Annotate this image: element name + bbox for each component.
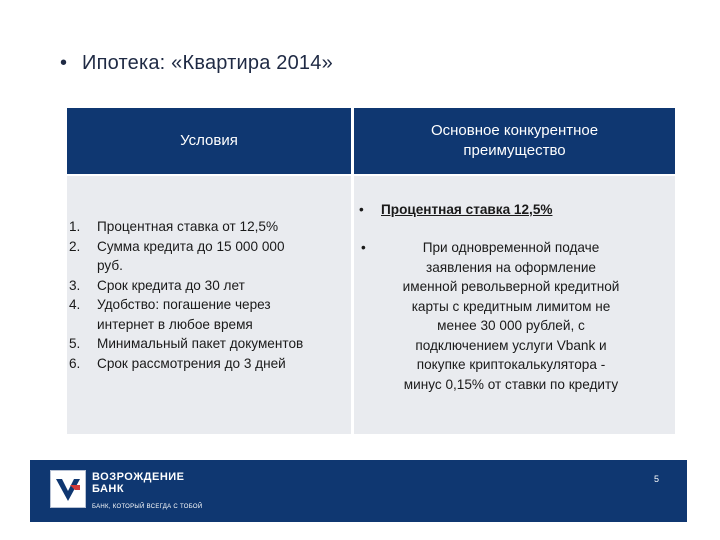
bank-slogan: БАНК, КОТОРЫЙ ВСЕГДА С ТОБОЙ [92, 504, 203, 510]
title-text: Ипотека: «Квартира 2014» [82, 52, 333, 74]
condition-number: 5. [69, 336, 81, 351]
advantage-discount-line: При одновременной подаче [422, 240, 600, 255]
conditions-table [67, 108, 675, 434]
condition-item [69, 217, 303, 237]
condition-item [69, 354, 303, 374]
advantage-discount-line: менее 30 000 рублей, с [437, 318, 585, 333]
condition-text: руб. [97, 258, 123, 273]
condition-text: Сумма кредита до 15 000 000 [97, 238, 285, 254]
condition-text: Процентная ставка от 12,5% [97, 219, 279, 234]
title-bullet: • [60, 52, 68, 74]
header-advantage-line1: Основное конкурентное [430, 122, 599, 139]
advantage-discount-line: минус 0,15% от ставки по кредиту [403, 376, 619, 392]
condition-item [69, 295, 303, 334]
header-advantage [354, 108, 675, 174]
advantage-discount-line: подключением услуги Vbank и [415, 337, 607, 353]
bank-logo-mark-icon [51, 471, 85, 507]
page-number: 5 [653, 474, 659, 484]
condition-number: 6. [69, 355, 81, 371]
advantage-rate [359, 200, 553, 220]
slide-title [60, 52, 333, 75]
bank-logo-icon [50, 470, 86, 508]
bank-brand-line2: БАНК [92, 483, 125, 495]
condition-text: Срок кредита до 30 лет [97, 277, 245, 293]
advantage-bullet: • [359, 202, 364, 217]
header-conditions [67, 108, 351, 174]
condition-text: Удобство: погашение через [97, 297, 271, 312]
condition-number: 4. [69, 297, 81, 312]
footer-bar [30, 460, 687, 522]
bank-brand-name [92, 471, 185, 495]
condition-number: 3. [69, 277, 81, 293]
header-conditions-label: Условия [180, 132, 238, 149]
condition-item [69, 237, 303, 276]
condition-number: 2. [69, 238, 81, 254]
advantage-discount-line: покупке криптокалькулятора - [416, 357, 606, 372]
condition-text: интернет в любое время [97, 316, 253, 332]
condition-text: Минимальный пакет документов [97, 336, 304, 351]
condition-item [69, 276, 303, 296]
conditions-cell [67, 176, 351, 434]
advantage-discount [363, 238, 659, 394]
condition-text: Срок рассмотрения до 3 дней [97, 355, 286, 371]
conditions-list [69, 217, 303, 373]
advantage-rate-text: Процентная ставка 12,5% [381, 202, 553, 217]
condition-item [69, 334, 303, 354]
advantage-discount-line: заявления на оформление [425, 259, 596, 275]
advantage-discount-line: карты с кредитным лимитом не [411, 298, 611, 314]
header-advantage-line2: преимущество [463, 142, 566, 159]
condition-number: 1. [69, 219, 81, 234]
advantage-bullet: • [361, 240, 366, 255]
bank-brand-line1: ВОЗРОЖДЕНИЕ [92, 471, 185, 483]
advantage-discount-line: именной револьверной кредитной [402, 279, 620, 294]
